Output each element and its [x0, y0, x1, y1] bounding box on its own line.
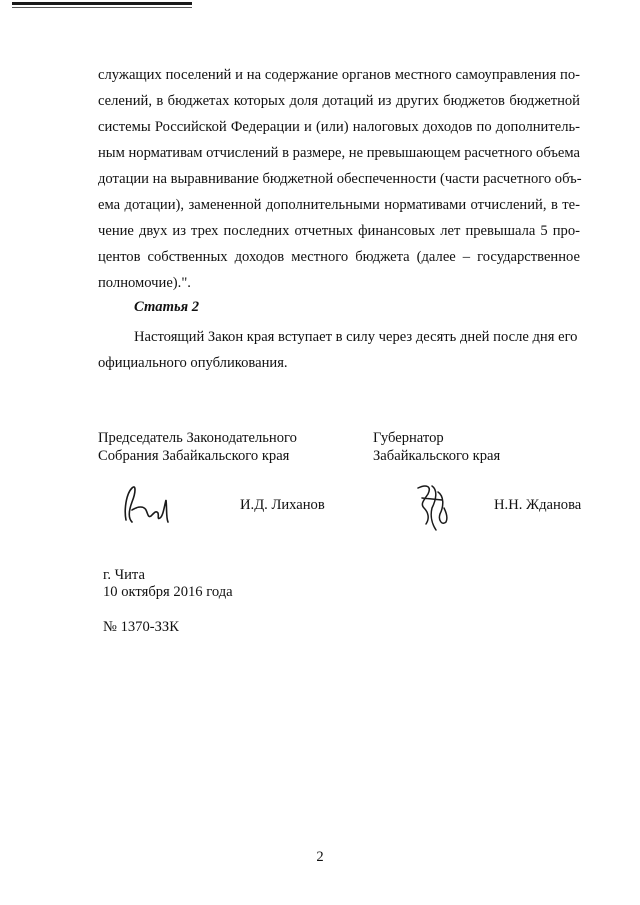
body-line: чение двух из трех последних отчетных финансовых лет превышала 5 про-	[98, 223, 580, 239]
body-line: дотации на выравнивание бюджетной обеспеченности (части расчетного объ-	[98, 171, 582, 187]
right-signatory-name: Н.Н. Жданова	[494, 497, 582, 513]
left-signatory-name: И.Д. Лиханов	[240, 497, 325, 513]
article-heading: Статья 2	[134, 299, 200, 315]
page-number: 2	[316, 849, 324, 865]
body-line: ным нормативам отчислений в размере, не превышающем расчетного объема	[98, 145, 581, 161]
signing-place: г. Чита	[103, 567, 145, 583]
left-signatory-title	[98, 429, 297, 465]
article-text-line: официального опубликования.	[98, 355, 288, 371]
article-text-line: Настоящий Закон края вступает в силу через десять дней после дня его	[134, 329, 578, 345]
body-line: полномочие).".	[98, 275, 191, 291]
right-title-line: Забайкальского края	[373, 448, 501, 464]
left-title-line: Председатель Законодательного	[98, 430, 297, 446]
body-line: селений, в бюджетах которых доля дотаций из других бюджетов бюджетной	[98, 93, 580, 109]
left-signature-image	[118, 480, 178, 530]
body-line: ема дотации), замененной дополнительными нормативами отчислений, в те-	[98, 197, 580, 213]
signing-date: 10 октября 2016 года	[103, 584, 233, 600]
body-line: системы Российской Федерации и (или) налоговых доходов по дополнитель-	[98, 119, 580, 135]
body-line: центов собственных доходов местного бюджета (далее – государственное	[98, 249, 580, 265]
right-signatory-title	[373, 429, 500, 465]
top-rule	[12, 2, 192, 5]
body-line: служащих поселений и на содержание органов местного самоуправления по-	[98, 67, 580, 83]
right-title-line: Губернатор	[373, 430, 444, 446]
law-number: № 1370-ЗЗК	[103, 619, 179, 635]
right-signature-image	[408, 478, 458, 538]
left-title-line: Собрания Забайкальского края	[98, 448, 290, 464]
